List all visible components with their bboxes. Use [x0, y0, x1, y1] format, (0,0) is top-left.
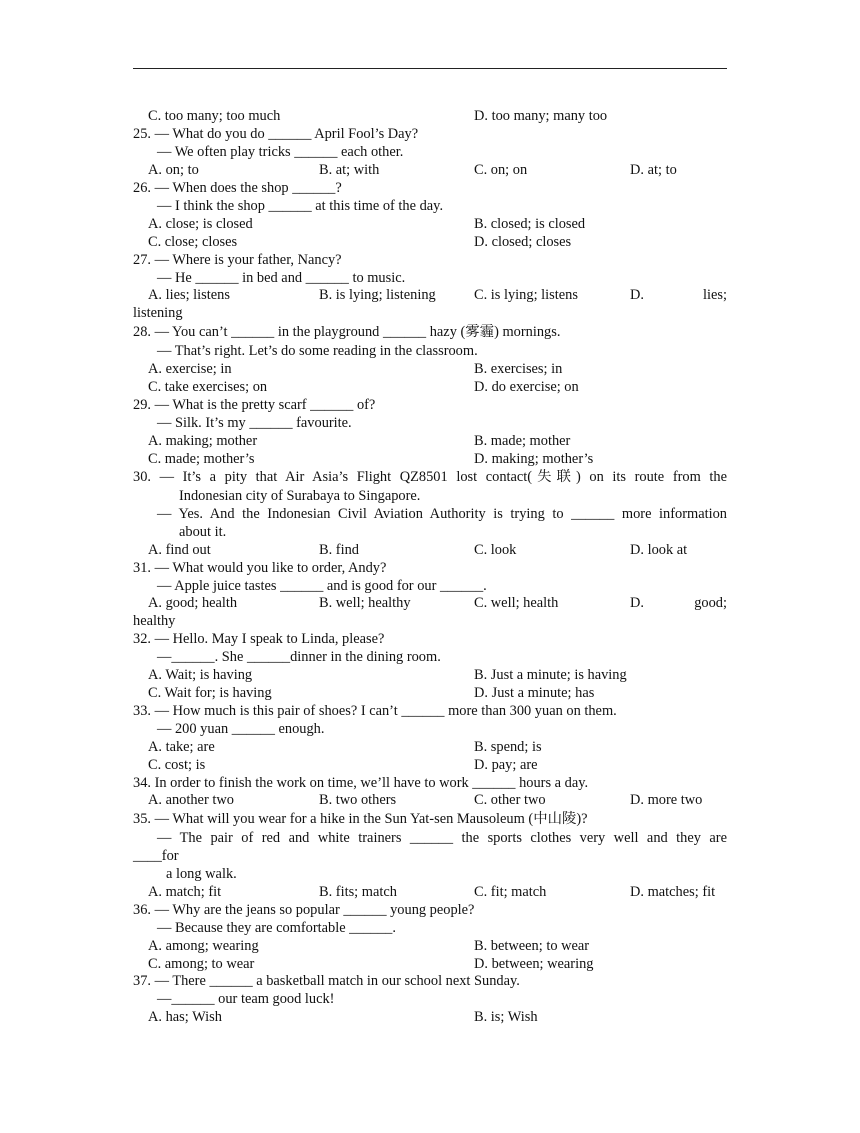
q30-option-d: D. look at	[630, 542, 688, 558]
q37-dialog-row	[133, 990, 727, 1008]
q33-option-b: B. spend; is	[474, 739, 542, 755]
q27-option-a: A. lies; listens	[148, 287, 230, 303]
q35-options-row	[133, 883, 727, 901]
header-rule	[133, 68, 727, 69]
q25-stem-row	[133, 125, 727, 143]
q26-stem: 26. — When does the shop ______?	[133, 180, 342, 196]
q27-option-b: B. is lying; listening	[319, 287, 436, 303]
q33-option-c: C. cost; is	[148, 757, 206, 773]
q25-option-d: D. at; to	[630, 162, 677, 178]
q24-option-c: C. too many; too much	[148, 108, 281, 124]
q33-options-row-2	[133, 756, 727, 774]
q34-option-a: A. another two	[148, 792, 234, 808]
q30-dialog-row-2	[133, 523, 727, 541]
q29-dialog: — Silk. It’s my ______ favourite.	[157, 415, 352, 431]
q36-options-row-2	[133, 955, 727, 973]
q33-stem: 33. — How much is this pair of shoes? I can’t ______ more than 300 yuan on them.	[133, 703, 617, 719]
q29-stem: 29. — What is the pretty scarf ______ of?	[133, 397, 376, 413]
q30-dialog: — Yes. And the Indonesian Civil Aviation Authority is trying to ______ more information	[157, 506, 727, 522]
q36-stem-row	[133, 901, 727, 919]
q27-dialog-row	[133, 269, 727, 287]
q33-stem-row	[133, 702, 727, 720]
q27-stem-row	[133, 251, 727, 269]
q31-option-d-wrap: healthy	[133, 613, 176, 629]
q32-option-c: C. Wait for; is having	[148, 685, 272, 701]
q25-option-c: C. on; on	[474, 162, 528, 178]
q24-options-row	[133, 107, 727, 125]
q31-stem-row	[133, 559, 727, 577]
q33-dialog: — 200 yuan ______ enough.	[157, 721, 325, 737]
q27-stem: 27. — Where is your father, Nancy?	[133, 252, 342, 268]
q35-dialog-row	[133, 829, 727, 847]
q28-option-d: D. do exercise; on	[474, 379, 579, 395]
q36-dialog: — Because they are comfortable ______.	[157, 920, 396, 936]
q26-option-b: B. closed; is closed	[474, 216, 586, 232]
q37-stem-row	[133, 972, 727, 990]
q32-stem-row	[133, 630, 727, 648]
q27-options-wrap-row	[133, 304, 727, 322]
q26-stem-row	[133, 179, 727, 197]
q25-option-a: A. on; to	[148, 162, 199, 178]
q27-option-c: C. is lying; listens	[474, 287, 578, 303]
q28-options-row-2	[133, 378, 727, 396]
q29-option-a: A. making; mother	[148, 433, 258, 449]
q29-options-row-1	[133, 432, 727, 450]
q31-option-a: A. good; health	[148, 595, 238, 611]
q34-option-b: B. two others	[319, 792, 397, 808]
q28-stem-row	[133, 323, 727, 341]
q30-option-a: A. find out	[148, 542, 211, 558]
q33-dialog-row	[133, 720, 727, 738]
q32-option-b: B. Just a minute; is having	[474, 667, 627, 683]
q37-option-a: A. has; Wish	[148, 1009, 222, 1025]
q35-option-a: A. match; fit	[148, 884, 222, 900]
q27-dialog: — He ______ in bed and ______ to music.	[157, 270, 406, 286]
q28-option-a: A. exercise; in	[148, 361, 232, 377]
q34-options-row	[133, 791, 727, 809]
q35-dialog-row-3	[133, 865, 727, 883]
q31-options-row	[133, 594, 727, 612]
q29-option-d: D. making; mother’s	[474, 451, 594, 467]
q29-option-b: B. made; mother	[474, 433, 571, 449]
q35-dialog-continued: a long walk.	[166, 866, 237, 882]
q36-option-a: A. among; wearing	[148, 938, 259, 954]
q34-stem-row	[133, 774, 727, 792]
q25-dialog-row	[133, 143, 727, 161]
q26-dialog: — I think the shop ______ at this time of the day.	[157, 198, 444, 214]
q35-dialog-wrap: ____for	[133, 848, 179, 864]
q32-dialog: —______. She ______dinner in the dining room.	[157, 649, 441, 665]
q34-option-d: D. more two	[630, 792, 703, 808]
q27-option-d-text: lies;	[703, 287, 727, 303]
q26-options-row-1	[133, 215, 727, 233]
q37-option-b: B. is; Wish	[474, 1009, 538, 1025]
q30-stem-row-2	[133, 487, 727, 505]
q28-options-row-1	[133, 360, 727, 378]
q31-option-c: C. well; health	[474, 595, 559, 611]
q29-option-c: C. made; mother’s	[148, 451, 255, 467]
q34-option-c: C. other two	[474, 792, 546, 808]
q26-option-a: A. close; is closed	[148, 216, 253, 232]
q37-dialog: —______ our team good luck!	[157, 991, 335, 1007]
q35-dialog: — The pair of red and white trainers ______ the sports clothes very well and they are	[157, 830, 727, 846]
q32-options-row-1	[133, 666, 727, 684]
q26-option-d: D. closed; closes	[474, 234, 572, 250]
q28-option-c: C. take exercises; on	[148, 379, 268, 395]
q31-option-d-letter: D.	[630, 595, 644, 611]
q37-stem: 37. — There ______ a basketball match in our school next Sunday.	[133, 973, 520, 989]
q28-dialog: — That’s right. Let’s do some reading in the classroom.	[157, 343, 478, 359]
q25-options-row	[133, 161, 727, 179]
q34-stem: 34. In order to finish the work on time, we’ll have to work ______ hours a day.	[133, 775, 589, 791]
q26-options-row-2	[133, 233, 727, 251]
q30-dialog-continued: about it.	[179, 524, 227, 540]
q25-stem: 25. — What do you do ______ April Fool’s Day?	[133, 126, 419, 142]
q30-option-c: C. look	[474, 542, 517, 558]
q28-dialog-row	[133, 342, 727, 360]
q29-stem-row	[133, 396, 727, 414]
q36-option-d: D. between; wearing	[474, 956, 594, 972]
q32-option-a: A. Wait; is having	[148, 667, 253, 683]
q29-options-row-2	[133, 450, 727, 468]
q28-stem: 28. — You can’t ______ in the playground ______ hazy (雾霾) mornings.	[133, 324, 561, 340]
q31-stem: 31. — What would you like to order, Andy?	[133, 560, 387, 576]
q31-options-wrap-row	[133, 612, 727, 630]
q26-option-c: C. close; closes	[148, 234, 238, 250]
q29-dialog-row	[133, 414, 727, 432]
q35-stem: 35. — What will you wear for a hike in the Sun Yat-sen Mausoleum (中山陵)?	[133, 811, 588, 827]
q33-option-d: D. pay; are	[474, 757, 538, 773]
q31-option-d-text: good;	[694, 595, 727, 611]
q27-option-d-letter: D.	[630, 287, 644, 303]
q36-option-b: B. between; to wear	[474, 938, 590, 954]
q36-options-row-1	[133, 937, 727, 955]
q35-dialog-row-2	[133, 847, 727, 865]
q30-options-row	[133, 541, 727, 559]
q35-option-c: C. fit; match	[474, 884, 547, 900]
q24-option-d: D. too many; many too	[474, 108, 608, 124]
q27-options-row	[133, 286, 727, 304]
q36-dialog-row	[133, 919, 727, 937]
q35-option-d: D. matches; fit	[630, 884, 716, 900]
q31-dialog: — Apple juice tastes ______ and is good for our ______.	[157, 578, 487, 594]
q25-option-b: B. at; with	[319, 162, 380, 178]
q31-option-b: B. well; healthy	[319, 595, 411, 611]
q35-stem-row	[133, 810, 727, 828]
q30-dialog-row	[133, 505, 727, 523]
q31-dialog-row	[133, 577, 727, 595]
q26-dialog-row	[133, 197, 727, 215]
q33-option-a: A. take; are	[148, 739, 215, 755]
q32-dialog-row	[133, 648, 727, 666]
q30-option-b: B. find	[319, 542, 359, 558]
q27-option-d-wrap: listening	[133, 305, 183, 321]
q32-option-d: D. Just a minute; has	[474, 685, 595, 701]
q28-option-b: B. exercises; in	[474, 361, 563, 377]
q36-stem: 36. — Why are the jeans so popular ______ young people?	[133, 902, 475, 918]
q25-dialog: — We often play tricks ______ each other.	[157, 144, 404, 160]
q30-stem: 30. — It’s a pity that Air Asia’s Flight QZ8501 lost contact(失联) on its route from the	[133, 469, 727, 485]
q35-option-b: B. fits; match	[319, 884, 397, 900]
q30-stem-row	[133, 468, 727, 486]
q32-stem: 32. — Hello. May I speak to Linda, please?	[133, 631, 385, 647]
q37-options-row	[133, 1008, 727, 1026]
q36-option-c: C. among; to wear	[148, 956, 255, 972]
q33-options-row-1	[133, 738, 727, 756]
q30-stem-continued: Indonesian city of Surabaya to Singapore.	[179, 488, 421, 504]
q32-options-row-2	[133, 684, 727, 702]
